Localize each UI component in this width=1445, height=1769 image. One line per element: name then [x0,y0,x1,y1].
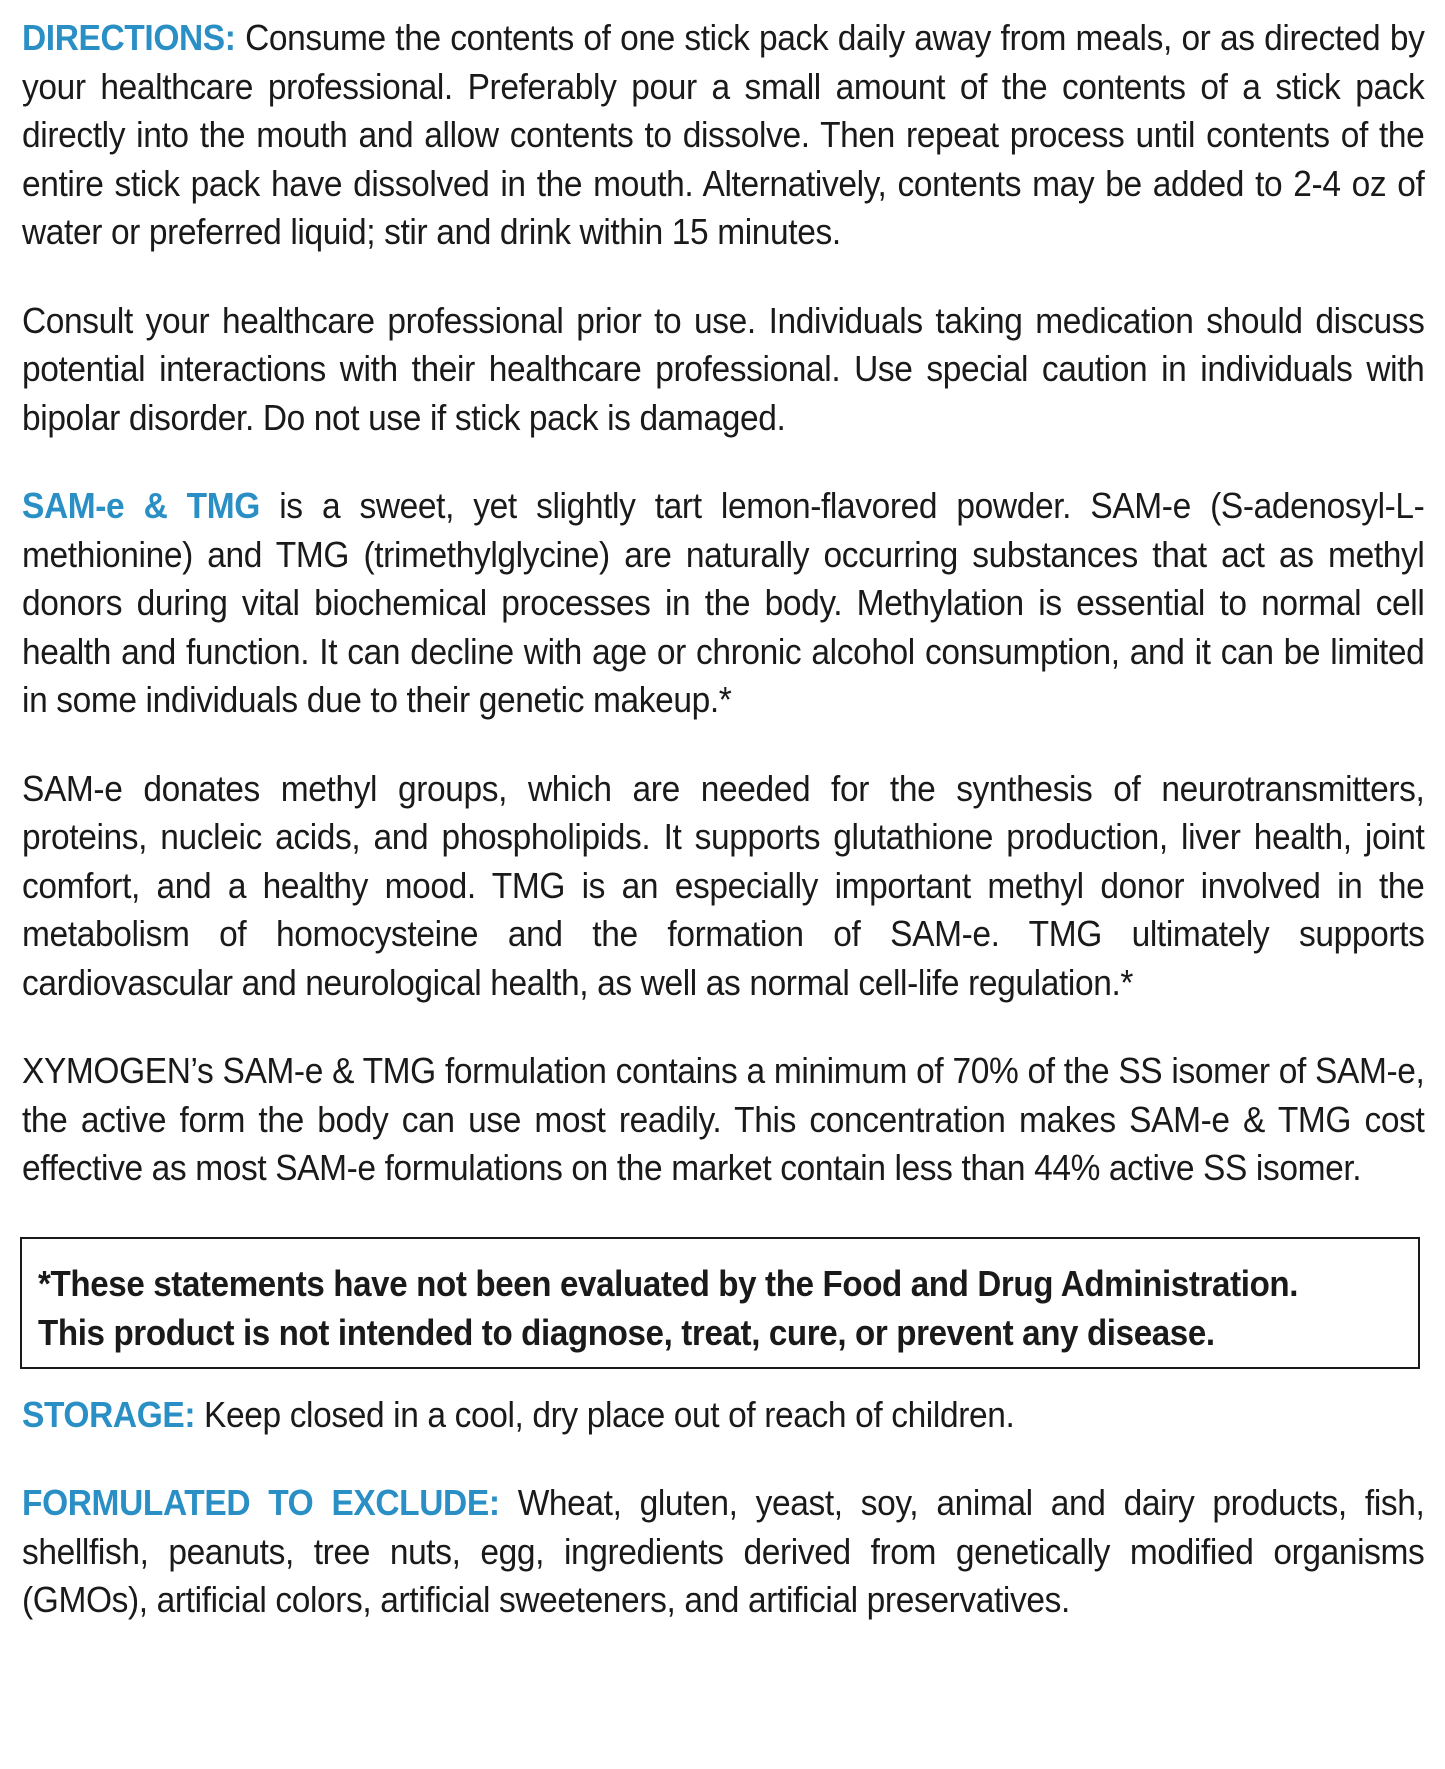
directions-label: DIRECTIONS: [22,17,236,58]
benefits-paragraph: SAM-e donates methyl groups, which are needed for the synthesis of neurotransmitters, proteins, nucleic acids, and phospholipids. It supports glutathione production, liver health, joint comfort, and a healthy mood. TMG is an especially important methyl donor involved in the metabolism of homocysteine and the formation of SAM-e. TMG ultimately supports cardiovascular and neurological health, as well as normal cell-life regulation.* [22,767,1425,1003]
directions-paragraph [22,14,1424,257]
fda-disclaimer-line-1: *These statements have not been evaluated by the Food and Drug Administration. [38,1262,1299,1304]
label-panel [22,14,1424,1625]
description-text: is a sweet, yet slightly tart lemon-flavored powder. SAM-e (S-adenosyl-L-methionine) and TMG (trimethylglycine) are naturally occurring substances that act as methyl donors during vital biochemical processes in the body. Methylation is essential to normal cell health and function. It can decline with age or chronic alcohol consumption, and it can be limited in some individuals due to their genetic makeup.* [22,485,1425,720]
fda-disclaimer-line-2: This product is not intended to diagnose, treat, cure, or prevent any disease. [38,1311,1215,1353]
storage-paragraph [22,1391,1424,1440]
storage-text: Keep closed in a cool, dry place out of reach of children. [195,1393,1015,1435]
storage-label: STORAGE: [22,1393,196,1435]
caution-paragraph: Consult your healthcare professional prior to use. Individuals taking medication should discuss potential interactions with their healthcare professional. Use special caution in individuals with bipolar disorder. Do not use if stick pack is damaged. [22,299,1425,438]
exclusions-label: FORMULATED TO EXCLUDE: [22,1482,500,1523]
formulation-paragraph: XYMOGEN’s SAM-e & TMG formulation contains a minimum of 70% of the SS isomer of SAM-e, the active form the body can use most readily. This concentration makes SAM-e & TMG cost effective as most SAM-e formulations on the market contain less than 44% active SS isomer. [22,1050,1425,1188]
exclusions-text: Wheat, gluten, yeast, soy, animal and dairy products, fish, shellfish, peanuts, tree nuts, egg, ingredients derived from genetically modified organisms (GMOs), artificial colors, artificial sweeteners, and artificial preservatives. [22,1482,1425,1620]
fda-disclaimer-box [20,1237,1420,1369]
description-paragraph [22,482,1424,725]
product-name-label: SAM-e & TMG [22,485,260,526]
exclusions-paragraph [22,1479,1424,1625]
directions-text: Consume the contents of one stick pack daily away from meals, or as directed by your healthcare professional. Preferably pour a small amount of the contents of a stick pack directly into the mouth and allow contents to dissolve. Then repeat process until contents of the entire stick pack have dissolved in the mouth. Alternatively, contents may be added to 2-4 oz of water or preferred liquid; stir and drink within 15 minutes. [22,17,1425,252]
